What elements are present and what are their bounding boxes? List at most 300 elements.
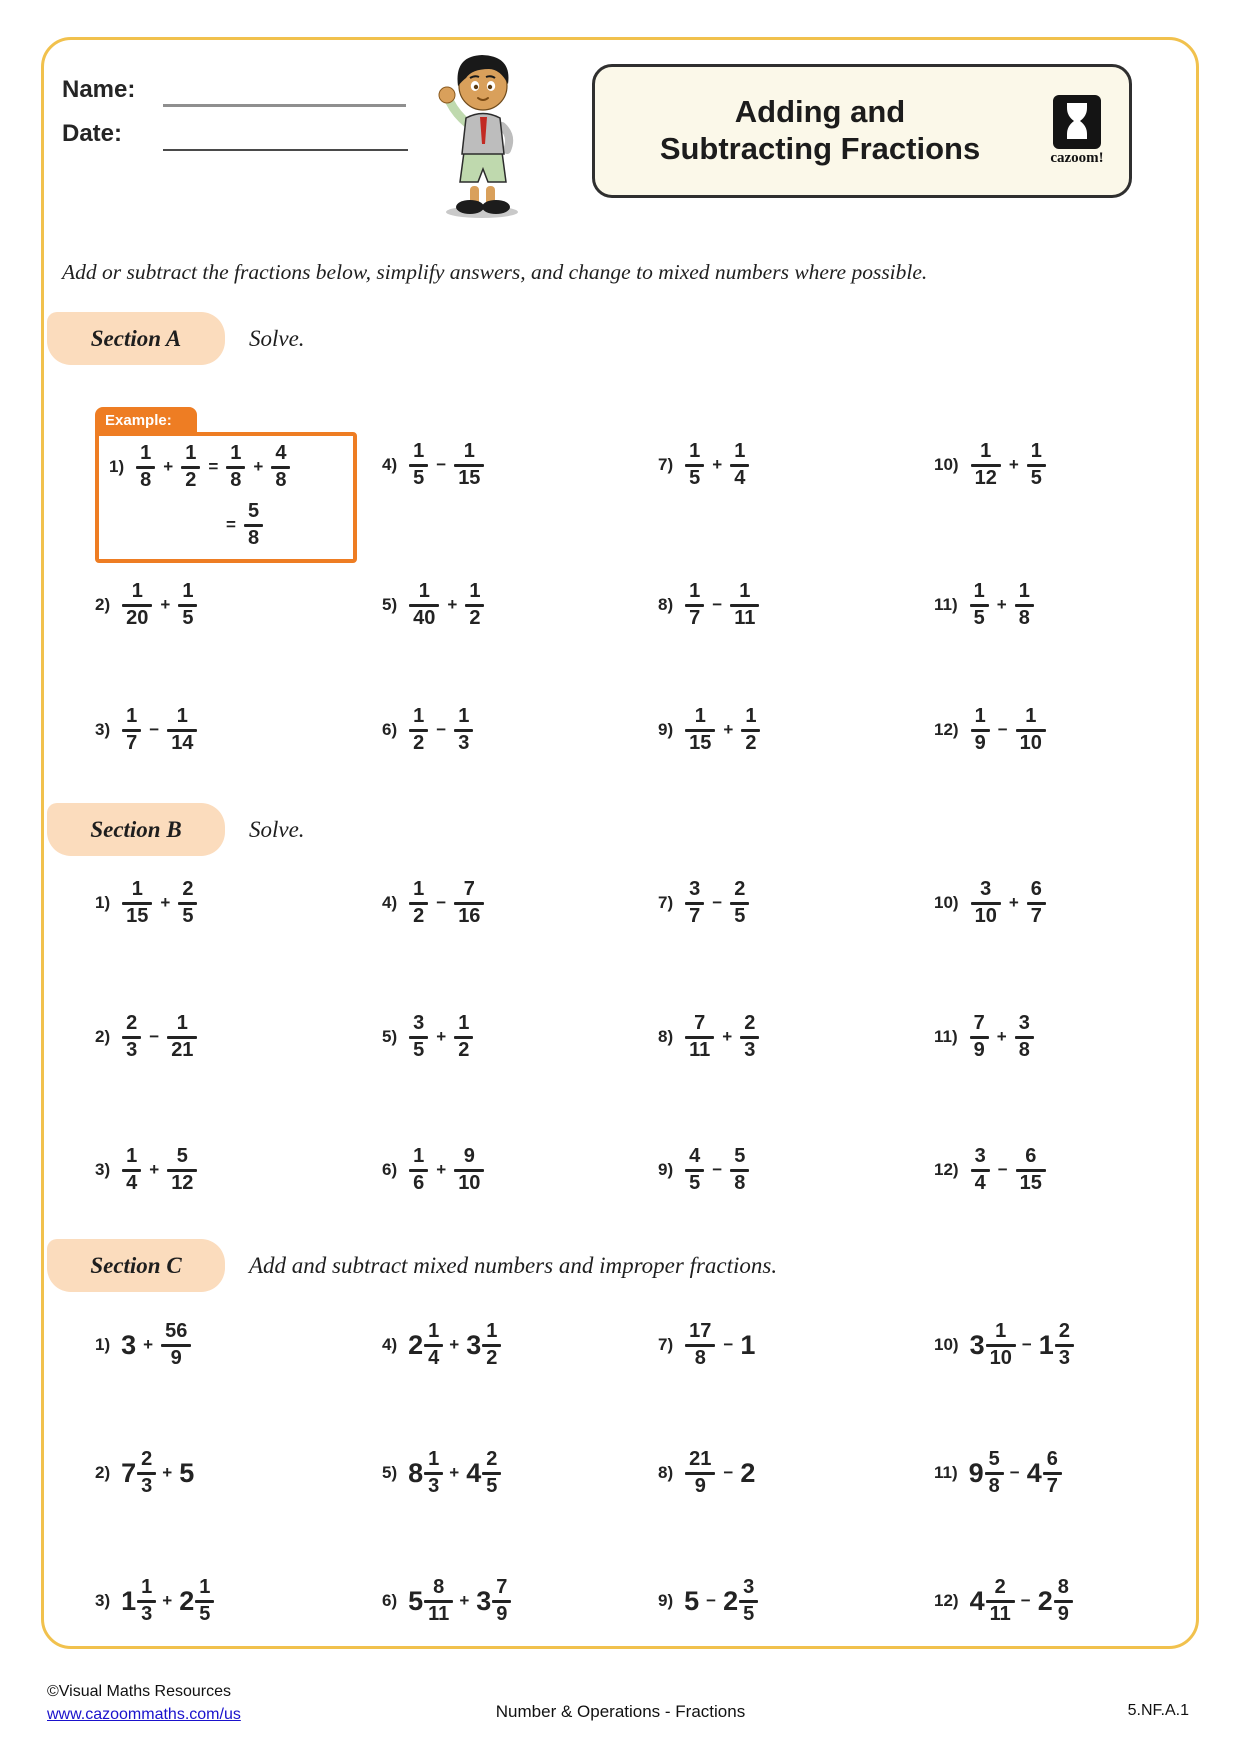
- numerator: 2: [486, 1447, 498, 1470]
- numerator: 1: [973, 579, 985, 602]
- fraction: [454, 706, 473, 754]
- operator: =: [226, 515, 236, 534]
- title-line-1: Adding and: [734, 94, 906, 130]
- numerator: 1: [126, 704, 138, 727]
- numerator: 5: [734, 1144, 746, 1167]
- denominator: 10: [974, 904, 997, 927]
- denominator: 4: [428, 1346, 440, 1369]
- denominator: 8: [734, 1171, 746, 1194]
- denominator: 10: [989, 1346, 1012, 1369]
- whole-number: 2: [723, 1585, 739, 1616]
- problem-a-11: [934, 575, 1037, 635]
- fraction: [685, 879, 704, 927]
- problem-number: 9): [658, 1591, 674, 1610]
- denominator: 2: [458, 1038, 470, 1061]
- numerator: 8: [433, 1575, 445, 1598]
- fraction: [137, 1449, 156, 1497]
- fraction: [167, 1146, 197, 1194]
- operator: −: [997, 720, 1008, 739]
- fraction: [492, 1577, 511, 1625]
- whole-number: 5: [179, 1457, 195, 1488]
- problem-c-8: [658, 1443, 757, 1503]
- whole-number: 3: [969, 1329, 985, 1360]
- fraction: [226, 443, 245, 491]
- worksheet-title: [595, 94, 1031, 167]
- fraction: [739, 1577, 758, 1625]
- section-c-header: [47, 1239, 777, 1292]
- fraction: [195, 1577, 214, 1625]
- problem-number: 4): [382, 455, 398, 474]
- denominator: 2: [745, 731, 757, 754]
- denominator: 3: [141, 1474, 153, 1497]
- denominator: 3: [1058, 1346, 1070, 1369]
- problem-number: 8): [658, 1027, 674, 1046]
- fraction: [122, 1146, 141, 1194]
- operator: −: [712, 893, 723, 912]
- problem-number: 12): [934, 1591, 959, 1610]
- denominator: 15: [1019, 1171, 1042, 1194]
- numerator: 1: [458, 704, 470, 727]
- numerator: 1: [458, 1011, 470, 1034]
- mixed-number: [464, 1321, 502, 1369]
- problem-c-1: [95, 1315, 194, 1375]
- whole-number: 2: [1037, 1585, 1053, 1616]
- numerator: 8: [1057, 1575, 1069, 1598]
- operator: −: [1020, 1591, 1031, 1610]
- copyright-text: ©Visual Maths Resources: [47, 1683, 232, 1700]
- cazoom-logo-text: cazoom!: [1050, 150, 1104, 166]
- operator: +: [436, 1027, 447, 1046]
- fraction: [482, 1449, 501, 1497]
- operator: −: [149, 1027, 160, 1046]
- cazoom-logo: [1031, 95, 1123, 167]
- denominator: 4: [126, 1171, 138, 1194]
- denominator: 4: [974, 1171, 986, 1194]
- operator: +: [996, 1027, 1007, 1046]
- problem-number: 11): [934, 1027, 958, 1046]
- numerator: 1: [428, 1447, 440, 1470]
- mixed-number: [968, 1577, 1016, 1625]
- numerator: 1: [995, 1319, 1007, 1342]
- fraction: [409, 581, 439, 629]
- numerator: 1: [469, 579, 481, 602]
- denominator: 15: [689, 731, 712, 754]
- numerator: 3: [974, 1144, 986, 1167]
- fraction: [1015, 1013, 1034, 1061]
- whole-number: 1: [1038, 1329, 1054, 1360]
- problem-number: 3): [95, 1591, 111, 1610]
- problem-number: 4): [382, 893, 398, 912]
- fraction: [454, 879, 484, 927]
- problem-a-2: [95, 575, 200, 635]
- operator: +: [723, 720, 734, 739]
- numerator: 6: [1030, 877, 1042, 900]
- problem-a-5: [382, 575, 487, 635]
- problem-b-1: [95, 873, 200, 933]
- problem-number: 1): [109, 457, 125, 476]
- numerator: 1: [199, 1575, 211, 1598]
- cazoom-website-link[interactable]: www.cazoommaths.com/us: [47, 1706, 241, 1724]
- operator: +: [162, 1463, 173, 1482]
- numerator: 1: [694, 704, 706, 727]
- numerator: 1: [689, 579, 701, 602]
- denominator: 8: [275, 468, 287, 491]
- mixed-number: [406, 1449, 444, 1497]
- problem-a-3: [95, 700, 200, 760]
- denominator: 5: [182, 904, 194, 927]
- standard-code: 5.NF.A.1: [1127, 1702, 1189, 1719]
- fraction: [685, 441, 704, 489]
- problem-number: 7): [658, 893, 674, 912]
- fraction: [730, 441, 749, 489]
- denominator: 4: [734, 466, 746, 489]
- denominator: 15: [126, 904, 149, 927]
- operator: +: [722, 1027, 733, 1046]
- mixed-number: [406, 1321, 444, 1369]
- fraction: [971, 1146, 990, 1194]
- denominator: 9: [973, 1038, 985, 1061]
- numerator: 1: [1030, 439, 1042, 462]
- numerator: 1: [734, 439, 746, 462]
- numerator: 21: [689, 1447, 712, 1470]
- fraction: [971, 706, 990, 754]
- problem-number: 7): [658, 1335, 674, 1354]
- numerator: 6: [1046, 1447, 1058, 1470]
- numerator: 3: [413, 1011, 425, 1034]
- denominator: 3: [126, 1038, 138, 1061]
- numerator: 2: [141, 1447, 153, 1470]
- whole-number: 1: [121, 1585, 137, 1616]
- problem-number: 10): [934, 455, 959, 474]
- fraction: [424, 1321, 443, 1369]
- fraction: [1027, 441, 1046, 489]
- problem-number: 3): [95, 1160, 111, 1179]
- fraction: [161, 1321, 191, 1369]
- denominator: 2: [413, 904, 425, 927]
- fraction: [409, 706, 428, 754]
- mixed-number: [474, 1577, 512, 1625]
- denominator: 12: [974, 466, 997, 489]
- fraction: [685, 1146, 704, 1194]
- denominator: 3: [744, 1038, 756, 1061]
- whole-number: 2: [179, 1585, 195, 1616]
- denominator: 8: [1018, 606, 1030, 629]
- example-line-2: [221, 495, 345, 555]
- problem-number: 6): [382, 1160, 398, 1179]
- operator: −: [436, 455, 447, 474]
- fraction: [136, 443, 155, 491]
- denominator: 2: [413, 731, 425, 754]
- problem-a-9: [658, 700, 763, 760]
- fraction: [1027, 879, 1046, 927]
- denominator: 8: [1018, 1038, 1030, 1061]
- denominator: 15: [458, 466, 481, 489]
- problem-number: 8): [658, 1463, 674, 1482]
- problem-c-5: [382, 1443, 502, 1503]
- mixed-number: [1025, 1449, 1063, 1497]
- denominator: 5: [1030, 466, 1042, 489]
- numerator: 2: [734, 877, 746, 900]
- operator: +: [253, 457, 264, 476]
- whole-number: 9: [968, 1457, 984, 1488]
- problem-b-6: [382, 1140, 487, 1200]
- whole-number: 2: [408, 1329, 424, 1360]
- denominator: 2: [185, 468, 197, 491]
- fraction: [1043, 1449, 1062, 1497]
- numerator: 6: [1025, 1144, 1037, 1167]
- numerator: 5: [988, 1447, 1000, 1470]
- problem-a-12: [934, 700, 1049, 760]
- denominator: 7: [689, 904, 701, 927]
- mixed-number: [968, 1321, 1017, 1369]
- mascot-boy-illustration: [420, 40, 538, 220]
- operator: +: [449, 1463, 460, 1482]
- fraction: [971, 879, 1001, 927]
- section-b-label: Section B: [47, 803, 225, 856]
- denominator: 21: [171, 1038, 194, 1061]
- numerator: 1: [413, 439, 425, 462]
- operator: −: [712, 595, 723, 614]
- denominator: 9: [170, 1346, 182, 1369]
- fraction: [454, 1146, 484, 1194]
- section-c-instruction: Add and subtract mixed numbers and improper fractions.: [249, 1252, 778, 1278]
- numerator: 1: [980, 439, 992, 462]
- operator: −: [706, 1591, 717, 1610]
- problem-c-3: [95, 1571, 215, 1631]
- numerator: 4: [689, 1144, 701, 1167]
- problem-number: 10): [934, 1335, 959, 1354]
- denominator: 8: [140, 468, 152, 491]
- problem-b-3: [95, 1140, 200, 1200]
- denominator: 12: [171, 1171, 194, 1194]
- numerator: 17: [689, 1319, 712, 1342]
- problem-number: 7): [658, 455, 674, 474]
- denominator: 9: [694, 1474, 706, 1497]
- numerator: 1: [428, 1319, 440, 1342]
- denominator: 8: [230, 468, 242, 491]
- problem-number: 6): [382, 720, 398, 739]
- example-line-1: [109, 439, 345, 495]
- operator: +: [459, 1591, 470, 1610]
- problem-number: 11): [934, 1463, 958, 1482]
- problem-c-11: [934, 1443, 1063, 1503]
- numerator: 7: [496, 1575, 508, 1598]
- operator: +: [163, 457, 174, 476]
- denominator: 11: [428, 1602, 450, 1625]
- numerator: 2: [182, 877, 194, 900]
- operator: +: [447, 595, 458, 614]
- fraction: [409, 441, 428, 489]
- denominator: 9: [1057, 1602, 1069, 1625]
- whole-number: 3: [121, 1329, 137, 1360]
- numerator: 7: [463, 877, 475, 900]
- problem-a-10: [934, 435, 1049, 495]
- denominator: 8: [988, 1474, 1000, 1497]
- denominator: 2: [469, 606, 481, 629]
- title-line-2: Subtracting Fractions: [659, 131, 981, 166]
- fraction: [122, 581, 152, 629]
- problem-c-4: [382, 1315, 502, 1375]
- numerator: 1: [1018, 579, 1030, 602]
- operator: =: [208, 457, 219, 476]
- fraction: [465, 581, 484, 629]
- section-b-instruction: Solve.: [249, 816, 305, 842]
- example-result: [221, 501, 266, 549]
- fraction: [1016, 706, 1046, 754]
- problem-c-7: [658, 1315, 757, 1375]
- section-a-header: [47, 312, 305, 365]
- whole-number: 3: [476, 1585, 492, 1616]
- numerator: 3: [1018, 1011, 1030, 1034]
- denominator: 3: [458, 731, 470, 754]
- fraction: [986, 1577, 1015, 1625]
- numerator: 5: [176, 1144, 188, 1167]
- fraction: [181, 443, 200, 491]
- denominator: 16: [458, 904, 481, 927]
- problem-a-6: [382, 700, 476, 760]
- fraction: [730, 1146, 749, 1194]
- numerator: 2: [744, 1011, 756, 1034]
- denominator: 40: [413, 606, 436, 629]
- numerator: 1: [739, 579, 751, 602]
- whole-number: 4: [1026, 1457, 1042, 1488]
- operator: −: [149, 720, 160, 739]
- fraction: [1015, 581, 1034, 629]
- numerator: 1: [745, 704, 757, 727]
- problem-number: 9): [658, 1160, 674, 1179]
- fraction: [167, 706, 197, 754]
- section-a-instruction: Solve.: [249, 325, 305, 351]
- problem-number: 3): [95, 720, 111, 739]
- denominator: 7: [689, 606, 701, 629]
- numerator: 1: [413, 877, 425, 900]
- mixed-number: [1037, 1321, 1075, 1369]
- denominator: 20: [126, 606, 149, 629]
- example-box: [95, 432, 357, 563]
- denominator: 8: [694, 1346, 706, 1369]
- denominator: 10: [458, 1171, 481, 1194]
- problem-number: 12): [934, 720, 959, 739]
- denominator: 5: [182, 606, 194, 629]
- operator: −: [436, 720, 447, 739]
- numerator: 7: [694, 1011, 706, 1034]
- denominator: 11: [689, 1038, 711, 1061]
- numerator: 5: [247, 499, 260, 522]
- whole-number: 3: [466, 1329, 482, 1360]
- numerator: 1: [486, 1319, 498, 1342]
- problem-number: 11): [934, 595, 958, 614]
- problem-c-12: [934, 1571, 1074, 1631]
- mixed-number: [967, 1449, 1005, 1497]
- problem-a-4: [382, 435, 487, 495]
- operator: +: [1008, 893, 1019, 912]
- example-expression: [133, 443, 293, 491]
- denominator: 5: [689, 466, 701, 489]
- numerator: 1: [689, 439, 701, 462]
- numerator: 1: [131, 877, 143, 900]
- denominator: 5: [413, 466, 425, 489]
- operator: +: [160, 893, 171, 912]
- problem-c-6: [382, 1571, 512, 1631]
- fraction: [970, 581, 989, 629]
- numerator: 1: [185, 441, 197, 464]
- fraction: [1054, 1577, 1073, 1625]
- fraction: [137, 1577, 156, 1625]
- problem-number: 10): [934, 893, 959, 912]
- fraction: [685, 706, 715, 754]
- operator: +: [1008, 455, 1019, 474]
- fraction: [971, 441, 1001, 489]
- numerator: 2: [1058, 1319, 1070, 1342]
- mixed-number: [721, 1577, 759, 1625]
- numerator: 1: [974, 704, 986, 727]
- problem-number: 6): [382, 1591, 398, 1610]
- operator: +: [162, 1591, 173, 1610]
- numerator: 1: [182, 579, 194, 602]
- denominator: 5: [743, 1602, 755, 1625]
- fraction: [454, 441, 484, 489]
- numerator: 3: [743, 1575, 755, 1598]
- fraction: [167, 1013, 197, 1061]
- numerator: 1: [230, 441, 242, 464]
- problem-number: 12): [934, 1160, 959, 1179]
- operator: +: [449, 1335, 460, 1354]
- fraction: [685, 581, 704, 629]
- fraction: [122, 879, 152, 927]
- numerator: 1: [176, 1011, 188, 1034]
- numerator: 1: [1025, 704, 1037, 727]
- denominator: 5: [734, 904, 746, 927]
- fraction: [986, 1321, 1016, 1369]
- operator: −: [1009, 1463, 1020, 1482]
- problem-number: 4): [382, 1335, 398, 1354]
- whole-number: 4: [969, 1585, 985, 1616]
- denominator: 3: [141, 1602, 153, 1625]
- operator: +: [436, 1160, 447, 1179]
- fraction: [730, 581, 759, 629]
- fraction: [741, 706, 760, 754]
- name-input-line: [163, 104, 406, 107]
- mixed-number: [464, 1449, 502, 1497]
- problem-c-9: [658, 1571, 759, 1631]
- operator: −: [1021, 1335, 1032, 1354]
- operator: +: [712, 455, 723, 474]
- numerator: 2: [126, 1011, 138, 1034]
- problem-a-8: [658, 575, 762, 635]
- problem-number: 1): [95, 1335, 111, 1354]
- cazoom-hourglass-icon: [1053, 95, 1101, 149]
- operator: +: [143, 1335, 154, 1354]
- problem-number: 2): [95, 1463, 111, 1482]
- problem-b-2: [95, 1007, 200, 1067]
- numerator: 1: [413, 704, 425, 727]
- denominator: 5: [973, 606, 985, 629]
- problem-b-9: [658, 1140, 752, 1200]
- problem-number: 2): [95, 595, 111, 614]
- mixed-number: [119, 1577, 157, 1625]
- denominator: 7: [126, 731, 138, 754]
- mixed-number: [406, 1577, 454, 1625]
- example-tab: Example:: [95, 407, 197, 433]
- fraction: [985, 1449, 1004, 1497]
- whole-number: 1: [740, 1329, 756, 1360]
- operator: −: [723, 1463, 734, 1482]
- mixed-number: [1036, 1577, 1074, 1625]
- numerator: 1: [413, 1144, 425, 1167]
- mixed-number: [119, 1449, 157, 1497]
- denominator: 11: [734, 606, 756, 629]
- problem-c-2: [95, 1443, 196, 1503]
